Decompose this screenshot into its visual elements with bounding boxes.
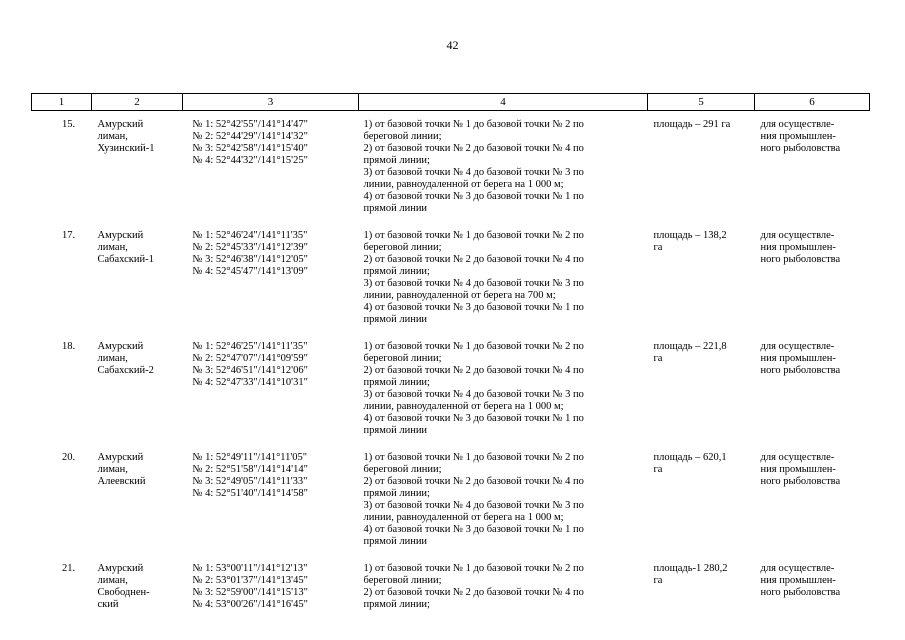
purpose-line: для осуществле- (760, 119, 835, 130)
area-name-line: Алеевский (97, 476, 146, 487)
area-name-line: лиман, (97, 131, 128, 142)
coordinate-line: № 2: 52°47'07"/141°09'59" (192, 353, 308, 364)
purpose-line: ния промышлен- (760, 242, 836, 253)
boundary-description (359, 444, 648, 555)
area-name-line: Амурский (97, 563, 144, 574)
description-line: 2) от базовой точки № 2 до базовой точки № 4 по (363, 587, 584, 598)
boundary-description (359, 111, 648, 223)
description-line: 1) от базовой точки № 1 до базовой точки № 2 по (363, 452, 584, 463)
coordinate-line: № 4: 52°44'32"/141°15'25" (192, 155, 308, 166)
area-size-line: га (653, 242, 663, 253)
area-name-line: лиман, (97, 242, 128, 253)
coordinate-line: № 2: 52°45'33"/141°12'39" (192, 242, 308, 253)
description-line: прямой линии (363, 314, 428, 325)
area-size-line: площадь – 620,1 (653, 452, 727, 463)
coordinate-line: № 4: 52°45'47"/141°13'09" (192, 266, 308, 277)
coordinate-line: № 3: 52°46'51"/141°12'06" (192, 365, 308, 376)
purpose-line: для осуществле- (760, 230, 835, 241)
coordinate-line: № 1: 52°42'55"/141°14'47" (192, 119, 308, 130)
coordinate-line: № 2: 52°51'58"/141°14'14" (192, 464, 308, 475)
fishing-areas-table (31, 93, 870, 618)
table-row (32, 555, 870, 618)
area-size (648, 444, 755, 555)
table-row (32, 111, 870, 223)
purpose-line: ного рыболовства (760, 476, 841, 487)
area-size-line: площадь – 221,8 (653, 341, 727, 352)
description-line: 2) от базовой точки № 2 до базовой точки № 4 по (363, 365, 584, 376)
description-line: 4) от базовой точки № 3 до базовой точки № 1 по (363, 191, 584, 202)
description-line: линии, равноудаленной от берега на 1 000 м; (363, 512, 564, 523)
description-line: линии, равноудаленной от берега на 700 м; (363, 290, 556, 301)
area-size (648, 222, 755, 333)
column-header: 3 (183, 94, 359, 111)
description-line: линии, равноудаленной от берега на 1 000 м; (363, 401, 564, 412)
description-line: 1) от базовой точки № 1 до базовой точки № 2 по (363, 341, 584, 352)
purpose-line: для осуществле- (760, 452, 835, 463)
coordinate-line: № 2: 53°01'37"/141°13'45" (192, 575, 308, 586)
area-size-line: га (653, 464, 663, 475)
area-name-line: Сабахский-1 (97, 254, 154, 265)
coordinate-line: № 3: 52°59'00"/141°15'13" (192, 587, 308, 598)
purpose-line: ного рыболовства (760, 365, 841, 376)
coordinate-line: № 4: 52°47'33"/141°10'31" (192, 377, 308, 388)
area-name-line: ский (97, 599, 119, 610)
area-size-line: площадь – 291 га (653, 119, 731, 130)
purpose-line: ния промышлен- (760, 131, 836, 142)
purpose-line: ного рыболовства (760, 587, 841, 598)
description-line: прямой линии; (363, 155, 430, 166)
area-name (92, 444, 183, 555)
row-number: 18. (61, 341, 76, 352)
purpose-line: для осуществле- (760, 563, 835, 574)
description-line: 4) от базовой точки № 3 до базовой точки № 1 по (363, 524, 584, 535)
purpose-line: ного рыболовства (760, 143, 841, 154)
base-point-coordinates (183, 333, 359, 444)
page-number: 42 (446, 38, 459, 52)
table-body (32, 111, 870, 619)
coordinate-line: № 1: 52°46'25"/141°11'35" (192, 341, 308, 352)
area-name (92, 222, 183, 333)
row-number: 17. (61, 230, 76, 241)
area-size (648, 555, 755, 618)
row-number: 21. (61, 563, 76, 574)
area-name-line: Сабахский-2 (97, 365, 154, 376)
purpose (755, 555, 870, 618)
purpose (755, 333, 870, 444)
description-line: береговой линии; (363, 575, 442, 586)
description-line: прямой линии (363, 536, 428, 547)
purpose-line: ния промышлен- (760, 464, 836, 475)
coordinate-line: № 2: 52°44'29"/141°14'32" (192, 131, 308, 142)
description-line: 3) от базовой точки № 4 до базовой точки № 3 по (363, 389, 584, 400)
description-line: береговой линии; (363, 242, 442, 253)
coordinate-line: № 1: 52°49'11"/141°11'05" (192, 452, 308, 463)
area-size (648, 111, 755, 223)
table-row (32, 222, 870, 333)
description-line: 3) от базовой точки № 4 до базовой точки № 3 по (363, 500, 584, 511)
description-line: 2) от базовой точки № 2 до базовой точки № 4 по (363, 476, 584, 487)
area-name-line: Амурский (97, 230, 144, 241)
description-line: 1) от базовой точки № 1 до базовой точки № 2 по (363, 230, 584, 241)
description-line: прямой линии; (363, 377, 430, 388)
coordinate-line: № 1: 52°46'24"/141°11'35" (192, 230, 308, 241)
description-line: прямой линии; (363, 488, 430, 499)
area-name (92, 555, 183, 618)
column-header: 6 (755, 94, 870, 111)
area-name-line: Амурский (97, 119, 144, 130)
description-line: линии, равноудаленной от берега на 1 000 м; (363, 179, 564, 190)
description-line: 4) от базовой точки № 3 до базовой точки № 1 по (363, 302, 584, 313)
coordinate-line: № 3: 52°42'58"/141°15'40" (192, 143, 308, 154)
table-row (32, 444, 870, 555)
description-line: прямой линии; (363, 599, 430, 610)
description-line: 1) от базовой точки № 1 до базовой точки № 2 по (363, 119, 584, 130)
purpose (755, 111, 870, 223)
area-name-line: Хузинский-1 (97, 143, 155, 154)
description-line: 3) от базовой точки № 4 до базовой точки № 3 по (363, 278, 584, 289)
column-header: 1 (32, 94, 92, 111)
coordinate-line: № 4: 53°00'26"/141°16'45" (192, 599, 308, 610)
description-line: 2) от базовой точки № 2 до базовой точки № 4 по (363, 254, 584, 265)
purpose (755, 444, 870, 555)
area-name (92, 111, 183, 223)
coordinate-line: № 3: 52°46'38"/141°12'05" (192, 254, 308, 265)
description-line: береговой линии; (363, 131, 442, 142)
description-line: прямой линии (363, 203, 428, 214)
column-header: 4 (359, 94, 648, 111)
purpose (755, 222, 870, 333)
purpose-line: ния промышлен- (760, 353, 836, 364)
area-name-line: лиман, (97, 464, 128, 475)
column-header: 5 (648, 94, 755, 111)
boundary-description (359, 555, 648, 618)
description-line: 2) от базовой точки № 2 до базовой точки № 4 по (363, 143, 584, 154)
area-size-line: площадь-1 280,2 (653, 563, 728, 574)
description-line: береговой линии; (363, 464, 442, 475)
area-name-line: Амурский (97, 452, 144, 463)
area-name-line: Свободнен- (97, 587, 150, 598)
description-line: прямой линии (363, 425, 428, 436)
area-name-line: лиман, (97, 575, 128, 586)
area-size-line: га (653, 353, 663, 364)
area-name-line: Амурский (97, 341, 144, 352)
purpose-line: ного рыболовства (760, 254, 841, 265)
row-number: 15. (61, 119, 76, 130)
area-name-line: лиман, (97, 353, 128, 364)
base-point-coordinates (183, 111, 359, 223)
description-line: береговой линии; (363, 353, 442, 364)
area-name (92, 333, 183, 444)
base-point-coordinates (183, 222, 359, 333)
area-size (648, 333, 755, 444)
area-size-line: площадь – 138,2 (653, 230, 727, 241)
table-row (32, 333, 870, 444)
column-header: 2 (92, 94, 183, 111)
table-header-row (32, 94, 870, 111)
base-point-coordinates (183, 555, 359, 618)
description-line: прямой линии; (363, 266, 430, 277)
description-line: 4) от базовой точки № 3 до базовой точки № 1 по (363, 413, 584, 424)
base-point-coordinates (183, 444, 359, 555)
area-size-line: га (653, 575, 663, 586)
description-line: 3) от базовой точки № 4 до базовой точки № 3 по (363, 167, 584, 178)
description-line: 1) от базовой точки № 1 до базовой точки № 2 по (363, 563, 584, 574)
boundary-description (359, 333, 648, 444)
coordinate-line: № 1: 53°00'11"/141°12'13" (192, 563, 308, 574)
coordinate-line: № 3: 52°49'05"/141°11'33" (192, 476, 308, 487)
row-number: 20. (61, 452, 76, 463)
coordinate-line: № 4: 52°51'40"/141°14'58" (192, 488, 308, 499)
purpose-line: для осуществле- (760, 341, 835, 352)
purpose-line: ния промышлен- (760, 575, 836, 586)
boundary-description (359, 222, 648, 333)
